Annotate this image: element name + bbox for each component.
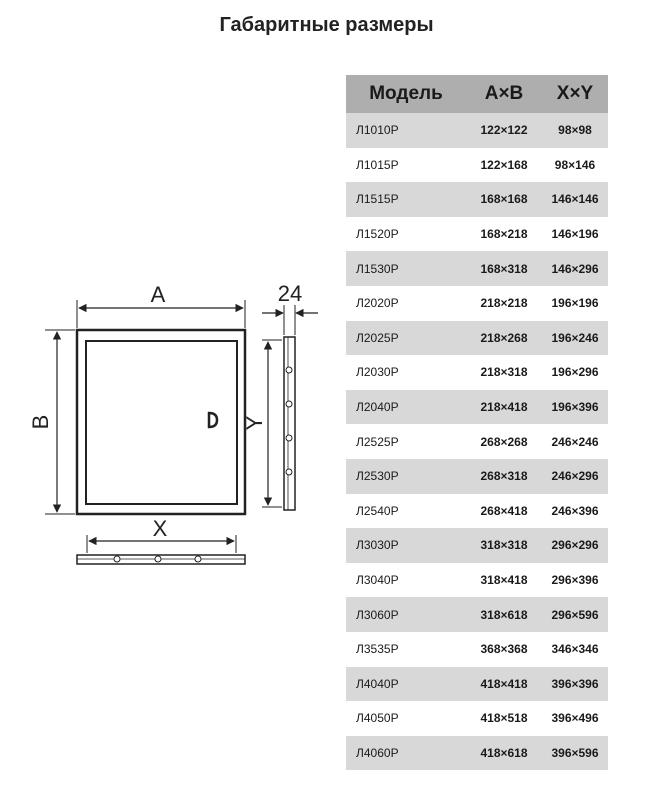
cell-xy: 196×396: [542, 390, 608, 425]
cell-model: Л3535Р: [346, 632, 466, 667]
cell-xy: 246×296: [542, 459, 608, 494]
cell-model: Л4060Р: [346, 736, 466, 771]
cell-model: Л1530Р: [346, 251, 466, 286]
cell-ab: 218×218: [466, 286, 542, 321]
cell-xy: 396×596: [542, 736, 608, 771]
cell-ab: 318×618: [466, 597, 542, 632]
table-header-row: [346, 75, 608, 113]
cell-ab: 122×122: [466, 113, 542, 148]
cell-ab: 168×218: [466, 217, 542, 252]
table-row: [346, 667, 608, 702]
cell-xy: 396×396: [542, 667, 608, 702]
cell-ab: 122×168: [466, 148, 542, 183]
cell-model: Л3060Р: [346, 597, 466, 632]
dimension-x-label: X: [152, 516, 168, 541]
cell-ab: 268×268: [466, 424, 542, 459]
cell-xy: 196×246: [542, 321, 608, 356]
cell-model: Л1010Р: [346, 113, 466, 148]
page-title: Габаритные размеры: [219, 14, 434, 36]
dimension-y-label: Y: [242, 415, 267, 431]
cell-model: Л1515Р: [346, 182, 466, 217]
cell-xy: 296×396: [542, 563, 608, 598]
cell-model: Л3030Р: [346, 528, 466, 563]
cell-xy: 296×596: [542, 597, 608, 632]
table-row: [346, 563, 608, 598]
cell-ab: 168×168: [466, 182, 542, 217]
table-row: [346, 701, 608, 736]
cell-model: Л2540Р: [346, 494, 466, 529]
table-row: [346, 217, 608, 252]
cell-model: Л3040Р: [346, 563, 466, 598]
cell-ab: 318×418: [466, 563, 542, 598]
cell-xy: 346×346: [542, 632, 608, 667]
cell-ab: 168×318: [466, 251, 542, 286]
cell-ab: 218×418: [466, 390, 542, 425]
cell-ab: 418×518: [466, 701, 542, 736]
table-row: [346, 632, 608, 667]
table-body: [346, 113, 608, 770]
cell-xy: 396×496: [542, 701, 608, 736]
cell-model: Л2530Р: [346, 459, 466, 494]
hatch-dimension-diagram: [0, 0, 345, 600]
hatch-outer-frame: [77, 330, 245, 514]
dimension-b-label: B: [28, 414, 53, 430]
cell-xy: 98×98: [542, 113, 608, 148]
dimension-a-label: A: [150, 282, 166, 307]
table-row: [346, 251, 608, 286]
cell-xy: 146×196: [542, 217, 608, 252]
side-profile: [284, 337, 295, 510]
cell-xy: 196×296: [542, 355, 608, 390]
hatch-door-panel: [86, 341, 237, 504]
cell-ab: 368×368: [466, 632, 542, 667]
cell-model: Л1520Р: [346, 217, 466, 252]
cell-ab: 268×318: [466, 459, 542, 494]
cell-xy: 98×146: [542, 148, 608, 183]
cell-model: Л4050Р: [346, 701, 466, 736]
cell-ab: 218×318: [466, 355, 542, 390]
cell-ab: 218×268: [466, 321, 542, 356]
cell-model: Л2525Р: [346, 424, 466, 459]
cell-ab: 268×418: [466, 494, 542, 529]
table-row: [346, 597, 608, 632]
cell-xy: 196×196: [542, 286, 608, 321]
table-row: [346, 494, 608, 529]
cell-xy: 246×246: [542, 424, 608, 459]
table-row: [346, 182, 608, 217]
cell-ab: 418×618: [466, 736, 542, 771]
lock-icon: [209, 413, 217, 427]
dimensions-table: [346, 75, 608, 770]
cell-ab: 318×318: [466, 528, 542, 563]
table-row: [346, 148, 608, 183]
table-row: [346, 113, 608, 148]
header-xy: X×Y: [542, 75, 608, 113]
cell-xy: 296×296: [542, 528, 608, 563]
cell-xy: 146×296: [542, 251, 608, 286]
table-row: [346, 390, 608, 425]
cell-model: Л2025Р: [346, 321, 466, 356]
header-ab: A×B: [466, 75, 542, 113]
cell-model: Л2030Р: [346, 355, 466, 390]
table-row: [346, 355, 608, 390]
table-row: [346, 459, 608, 494]
cell-ab: 418×418: [466, 667, 542, 702]
dimension-depth-label: 24: [277, 281, 303, 306]
header-model: Модель: [346, 75, 466, 113]
cell-xy: 246×396: [542, 494, 608, 529]
table-row: [346, 321, 608, 356]
cell-model: Л4040Р: [346, 667, 466, 702]
cell-model: Л2040Р: [346, 390, 466, 425]
cell-model: Л2020Р: [346, 286, 466, 321]
table-row: [346, 286, 608, 321]
table-row: [346, 528, 608, 563]
table-row: [346, 424, 608, 459]
cell-model: Л1015Р: [346, 148, 466, 183]
table-row: [346, 736, 608, 771]
cell-xy: 146×146: [542, 182, 608, 217]
